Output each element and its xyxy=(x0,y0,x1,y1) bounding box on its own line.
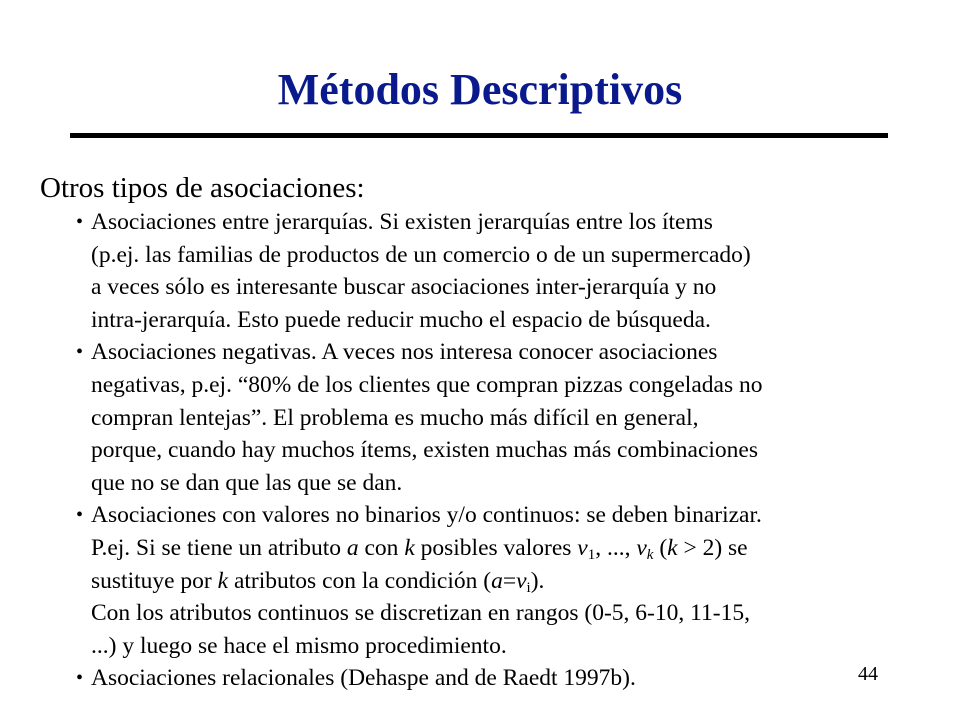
page-number: 44 xyxy=(858,663,878,685)
item-line: intra-jerarquía. Esto puede reducir mucho el espacio de búsqueda. xyxy=(91,306,711,333)
item-line: que no se dan que las que se dan. xyxy=(91,469,403,496)
bullet-list xyxy=(76,206,926,695)
item-line: a veces sólo es interesante buscar asociaciones inter-jerarquía y no xyxy=(91,274,717,301)
item-line: porque, cuando hay muchos ítems, existen muchas más combinaciones xyxy=(91,437,758,464)
item-line: Asociaciones relacionales (Dehaspe and de Raedt 1997b). xyxy=(91,665,636,692)
item-line: Asociaciones negativas. A veces nos interesa conocer asociaciones xyxy=(91,339,718,366)
slide-title: Métodos Descriptivos xyxy=(277,65,683,114)
bullet-icon: • xyxy=(76,667,84,690)
item-line: compran lentejas”. El problema es mucho más difícil en general, xyxy=(91,404,699,431)
item-line: ...) y luego se hace el mismo procedimiento. xyxy=(91,632,507,659)
item-line-formula: sustituye por k atributos con la condición $(a=v_i)$. xyxy=(91,567,545,596)
list-item-negative xyxy=(76,336,926,499)
list-item-nonbinary xyxy=(76,499,926,662)
item-line-formula: P.ej. Si se tiene un atributo a con k posibles valores $v_1$, ..., $v_k$ (k > 2) se xyxy=(91,534,748,563)
list-item-hierarchies xyxy=(76,206,926,336)
item-line: (p.ej. las familias de productos de un comercio o de un supermercado) xyxy=(91,241,751,268)
title-divider xyxy=(70,133,888,138)
bullet-icon: • xyxy=(76,341,84,364)
list-item-relational xyxy=(76,662,926,695)
bullet-icon: • xyxy=(76,504,84,527)
item-line: Asociaciones con valores no binarios y/o continuos: se deben binarizar. xyxy=(91,502,762,529)
item-line: Asociaciones entre jerarquías. Si existen jerarquías entre los ítems xyxy=(91,209,713,235)
bullet-icon: • xyxy=(76,211,84,233)
item-line: Con los atributos continuos se discretizan en rangos (0-5, 6-10, 11-15, xyxy=(91,600,750,627)
section-heading: Otros tipos de asociaciones: xyxy=(40,172,365,204)
item-line: negativas, p.ej. “80% de los clientes que compran pizzas congeladas no xyxy=(91,371,763,398)
